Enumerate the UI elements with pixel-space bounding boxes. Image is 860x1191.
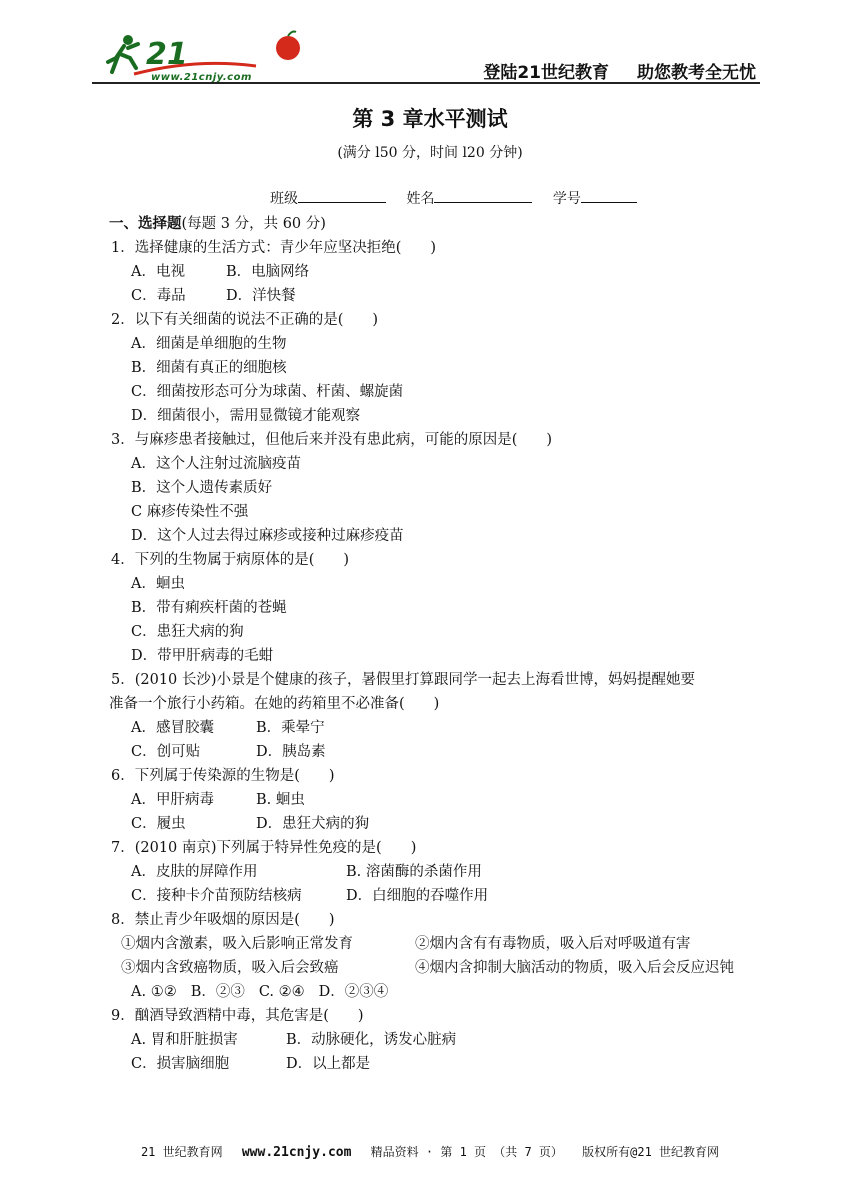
option: C 麻疹传染性不强 <box>131 504 249 520</box>
option: C．履虫 <box>131 816 186 832</box>
page-header <box>92 18 760 84</box>
option: B．这个人遗传素质好 <box>131 480 273 496</box>
document-title: 第 3 章水平测试 <box>352 107 508 131</box>
option: D．细菌很小，需用显微镜才能观察 <box>131 408 361 424</box>
footer-page-info: 精品资料 · 第 1 页 （共 7 页） <box>370 1145 563 1159</box>
question-stem: 5．(2010 长沙)小景是个健康的孩子，暑假里打算跟同学一起去上海看世博，妈妈提醒她要 <box>111 672 696 688</box>
statement: ④烟内含抑制大脑活动的物质，吸入后会反应迟钝 <box>415 960 734 976</box>
question-stem: 8．禁止青少年吸烟的原因是( ) <box>111 912 335 928</box>
option: D．以上都是 <box>286 1056 371 1072</box>
option: B. 蛔虫 <box>256 792 305 808</box>
footer-copyright: 版权所有@21 世纪教育网 <box>582 1145 720 1159</box>
question-options <box>109 740 759 764</box>
document-subtitle: (满分 l50 分，时间 l20 分钟) <box>337 145 523 161</box>
statements <box>109 932 759 956</box>
header-divider <box>92 82 760 84</box>
option: A. ①② <box>131 984 177 1000</box>
statement: ②烟内含有有毒物质，吸入后对呼吸道有害 <box>415 936 691 952</box>
question-stem: 7．(2010 南京)下列属于特异性免疫的是( ) <box>111 840 417 856</box>
option: D．患狂犬病的狗 <box>256 816 370 832</box>
header-slogan <box>483 58 756 83</box>
question-stem: 3．与麻疹患者接触过，但他后来并没有患此病，可能的原因是( ) <box>111 432 553 448</box>
question-options <box>109 980 759 1004</box>
section-heading <box>109 212 759 236</box>
section-title: 一、选择题 <box>109 216 182 232</box>
option: D．带甲肝病毒的毛蚶 <box>131 648 274 664</box>
option: A．感冒胶囊 <box>131 720 214 736</box>
option: A．蛔虫 <box>131 576 185 592</box>
option: C．接种卡介苗预防结核病 <box>131 888 302 904</box>
logo-site-url: www.21cnjy.com <box>151 72 252 83</box>
question-stem: 4．下列的生物属于病原体的是( ) <box>111 552 350 568</box>
slogan-right: 助您教考全无忧 <box>637 63 756 83</box>
question-options <box>109 884 759 908</box>
student-id-label: 学号 <box>552 191 581 207</box>
option: B．动脉硬化，诱发心脏病 <box>286 1032 457 1048</box>
svg-text:21: 21 <box>146 37 188 72</box>
statements <box>109 956 759 980</box>
name-label: 姓名 <box>406 191 435 207</box>
option: D．②③④ <box>318 984 389 1000</box>
option: C．损害脑细胞 <box>131 1056 230 1072</box>
logo <box>106 28 306 86</box>
option: A．皮肤的屏障作用 <box>131 864 258 880</box>
option: B. 溶菌酶的杀菌作用 <box>346 864 482 880</box>
option: A．这个人注射过流脑疫苗 <box>131 456 301 472</box>
question-options <box>109 812 759 836</box>
option: B．细菌有真正的细胞核 <box>131 360 287 376</box>
footer-site-name: 21 世纪教育网 <box>140 1145 223 1159</box>
slogan-left: 登陆21世纪教育 <box>483 63 609 83</box>
question-stem: 6．下列属于传染源的生物是( ) <box>111 768 335 784</box>
question-stem: 1．选择健康的生活方式：青少年应坚决拒绝( ) <box>111 240 437 256</box>
option: D．洋快餐 <box>226 288 296 304</box>
option: C．毒品 <box>131 288 186 304</box>
section-note: (每题 3 分，共 60 分) <box>181 216 326 232</box>
question-stem: 9．酗酒导致酒精中毒，其危害是( ) <box>111 1008 364 1024</box>
question-options <box>109 1052 759 1076</box>
option: C. ②④ <box>258 984 305 1000</box>
student-id-blank <box>581 188 637 203</box>
option: D．这个人过去得过麻疹或接种过麻疹疫苗 <box>131 528 404 544</box>
option: A．细菌是单细胞的生物 <box>131 336 287 352</box>
statement: ③烟内含致癌物质，吸入后会致癌 <box>121 960 339 976</box>
student-info <box>270 188 637 208</box>
question-options <box>109 788 759 812</box>
question-list <box>109 212 759 1076</box>
question-stem: 2．以下有关细菌的说法不正确的是( ) <box>111 312 379 328</box>
option: A．甲肝病毒 <box>131 792 214 808</box>
statement: ①烟内含激素，吸入后影响正常发育 <box>121 936 353 952</box>
option: A．电视 <box>131 264 185 280</box>
option: D．白细胞的吞噬作用 <box>346 888 489 904</box>
question-options <box>109 260 759 284</box>
page-footer <box>0 1143 860 1160</box>
option: C．创可贴 <box>131 744 201 760</box>
name-field <box>406 191 532 207</box>
class-field <box>270 191 386 207</box>
option: B．乘晕宁 <box>256 720 325 736</box>
option: D．胰岛素 <box>256 744 326 760</box>
question-options <box>109 716 759 740</box>
footer-url: www.21cnjy.com <box>241 1145 352 1160</box>
option: B．电脑网络 <box>226 264 310 280</box>
class-label: 班级 <box>270 191 298 207</box>
question-options <box>109 860 759 884</box>
question-options <box>109 1028 759 1052</box>
option: B．带有痢疾杆菌的苍蝇 <box>131 600 287 616</box>
name-blank <box>434 188 532 203</box>
student-id-field <box>553 191 637 207</box>
question-options <box>109 284 759 308</box>
option: A. 胃和肝脏损害 <box>131 1032 238 1048</box>
option: B．②③ <box>190 984 245 1000</box>
option: C．细菌按形态可分为球菌、杆菌、螺旋菌 <box>131 384 404 400</box>
option: C．患狂犬病的狗 <box>131 624 244 640</box>
question-stem-continued: 准备一个旅行小药箱。在她的药箱里不必准备( ) <box>109 696 440 712</box>
class-blank <box>298 188 386 203</box>
